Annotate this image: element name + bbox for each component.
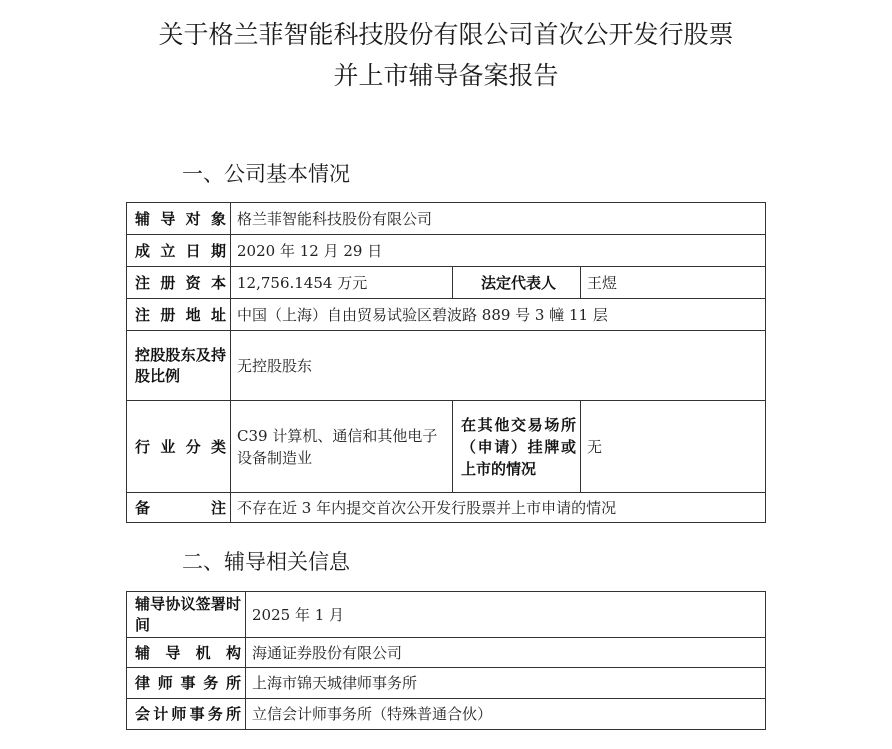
legal-rep-value: 王煜 [581, 267, 766, 299]
table-row [127, 203, 766, 235]
industry-value: C39 计算机、通信和其他电子设备制造业 [231, 401, 453, 493]
table-row [127, 699, 766, 730]
section-heading-company-info: 一、公司基本情况 [182, 162, 350, 186]
institution-value: 海通证券股份有限公司 [246, 638, 766, 668]
agreement-label: 辅导协议签署时间 [127, 592, 246, 638]
other-listing-value: 无 [581, 401, 766, 493]
section-heading-tutoring-info: 二、辅导相关信息 [182, 550, 350, 574]
table-row [127, 401, 766, 493]
remark-label: 备注 [127, 493, 231, 523]
founded-value: 2020 年 12 月 29 日 [231, 235, 766, 267]
agreement-value: 2025 年 1 月 [246, 592, 766, 638]
capital-label: 注册资本 [127, 267, 231, 299]
industry-label: 行业分类 [127, 401, 231, 493]
table-row [127, 267, 766, 299]
table-row [127, 668, 766, 699]
target-label: 辅导对象 [127, 203, 231, 235]
capital-value: 12,756.1454 万元 [231, 267, 453, 299]
company-info-table [126, 202, 766, 523]
controller-label: 控股股东及持股比例 [127, 331, 231, 401]
table-row [127, 299, 766, 331]
table-row [127, 638, 766, 668]
institution-label: 辅导机构 [127, 638, 246, 668]
law-firm-label: 律师事务所 [127, 668, 246, 699]
remark-value: 不存在近 3 年内提交首次公开发行股票并上市申请的情况 [231, 493, 766, 523]
address-value: 中国（上海）自由贸易试验区碧波路 889 号 3 幢 11 层 [231, 299, 766, 331]
accounting-value: 立信会计师事务所（特殊普通合伙） [246, 699, 766, 730]
legal-rep-label: 法定代表人 [453, 267, 581, 299]
law-firm-value: 上海市锦天城律师事务所 [246, 668, 766, 699]
table-row [127, 493, 766, 523]
table-row [127, 592, 766, 638]
table-row [127, 331, 766, 401]
address-label: 注册地址 [127, 299, 231, 331]
controller-value: 无控股股东 [231, 331, 766, 401]
document-title-line-1: 关于格兰菲智能科技股份有限公司首次公开发行股票 [158, 20, 734, 49]
tutoring-info-table [126, 591, 766, 730]
document-title-line-2: 并上市辅导备案报告 [333, 61, 559, 90]
founded-label: 成立日期 [127, 235, 231, 267]
target-value: 格兰菲智能科技股份有限公司 [231, 203, 766, 235]
other-listing-label: 在其他交易场所（申请）挂牌或上市的情况 [453, 401, 581, 493]
accounting-label: 会计师事务所 [127, 699, 246, 730]
table-row [127, 235, 766, 267]
